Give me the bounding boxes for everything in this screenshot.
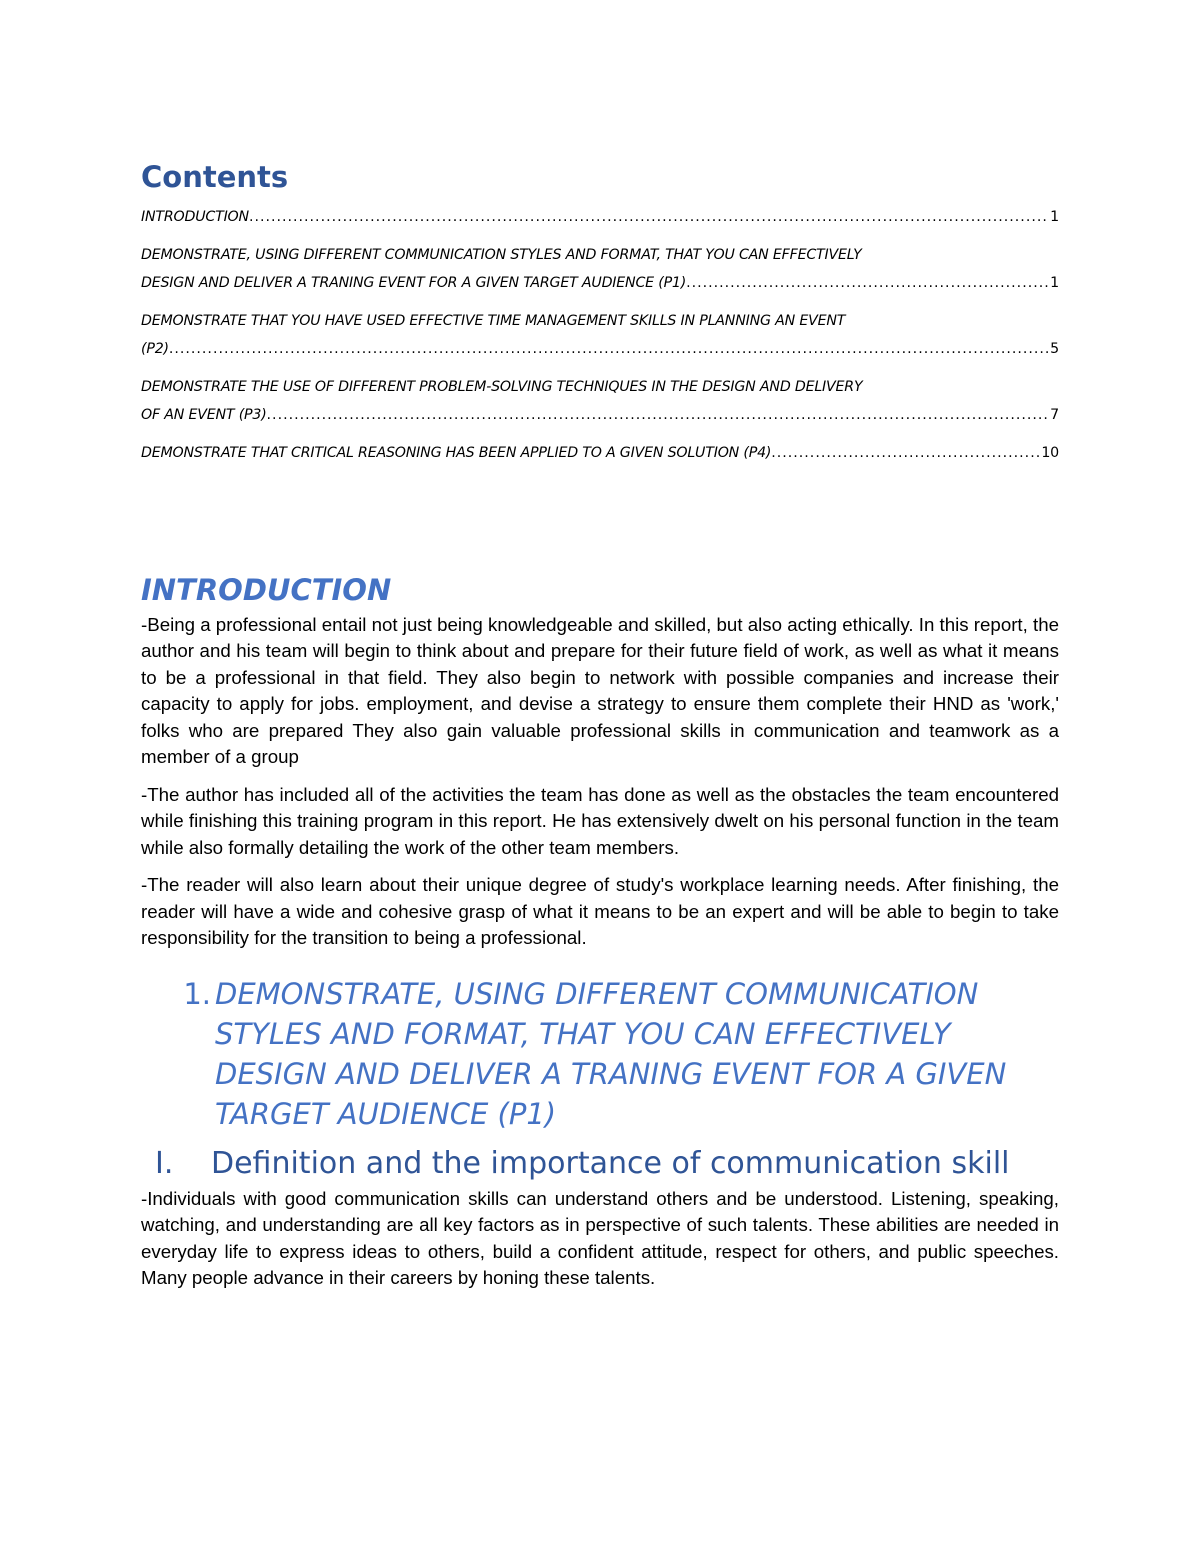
introduction-paragraph: -The author has included all of the activities the team has done as well as the obstacles the team encountered while finishing this training program in this report. He has extensively dwelt on his personal function in the team while also formally detailing the work of the other team members. xyxy=(141,783,1059,858)
subsection-number: I. xyxy=(155,1145,174,1181)
toc-leader-dots xyxy=(771,439,1039,467)
document-page xyxy=(141,160,1059,1303)
toc-entry-text: DESIGN AND DELIVER A TRANING EVENT FOR A GIVEN TARGET AUDIENCE (P1) xyxy=(141,274,687,291)
section-1-heading xyxy=(141,974,1059,1134)
toc-entry-text: DEMONSTRATE THAT YOU HAVE USED EFFECTIVE TIME MANAGEMENT SKILLS IN PLANNING AN EVENT xyxy=(141,312,846,329)
toc-entry-p2[interactable] xyxy=(141,307,1059,363)
subsection-i-heading xyxy=(141,1144,1059,1184)
subsection-paragraph: -Individuals with good communication skills can understand others and be understood. Listening, speaking, watching, and understanding are all key factors as in perspective of such talents. These abilities are needed in everyday life to express ideas to others, build a confident attitude, respect for others, and public speeches. Many people advance in their careers by honing these talents. xyxy=(141,1187,1059,1289)
section-number: 1. xyxy=(183,976,211,1011)
toc-page-number: 10 xyxy=(1041,444,1059,461)
toc-page-number: 7 xyxy=(1050,406,1059,423)
toc-entry-p4[interactable] xyxy=(141,439,1059,467)
toc-entry-text: DEMONSTRATE, USING DIFFERENT COMMUNICATION STYLES AND FORMAT, THAT YOU CAN EFFECTIVELY xyxy=(141,246,862,263)
toc-entry-p3[interactable] xyxy=(141,373,1059,429)
toc-entry-introduction[interactable] xyxy=(141,203,1059,231)
toc-entry-text: OF AN EVENT (P3) xyxy=(141,406,267,423)
toc-entry-text: DEMONSTRATE THE USE OF DIFFERENT PROBLEM-SOLVING TECHNIQUES IN THE DESIGN AND DELIVERY xyxy=(141,378,863,395)
section-title: DEMONSTRATE, USING DIFFERENT COMMUNICATION STYLES AND FORMAT, THAT YOU CAN EFFECTIVELY DESIGN AND DELIVER A TRANING EVENT FOR A GIVEN TARGET AUDIENCE (P1) xyxy=(215,976,1007,1131)
toc-title: Contents xyxy=(141,160,289,194)
toc-entry-text: INTRODUCTION xyxy=(141,208,249,225)
toc-leader-dots xyxy=(267,401,1049,429)
toc-entry-p1[interactable] xyxy=(141,241,1059,297)
introduction-paragraph: -Being a professional entail not just being knowledgeable and skilled, but also acting ethically. In this report, the author and his team will begin to think about and prepare for their future field of work, as well as what it means to be a professional in that field. They also begin to network with possible companies and increase their capacity to apply for jobs. employment, and devise a strategy to ensure them complete their HND as 'work,' folks who are prepared They also gain valuable professional skills in communication and teamwork as a member of a group xyxy=(141,613,1059,768)
toc-page-number: 5 xyxy=(1050,340,1059,357)
table-of-contents xyxy=(141,203,1059,467)
toc-leader-dots xyxy=(169,335,1048,363)
introduction-heading: INTRODUCTION xyxy=(141,572,392,607)
toc-entry-text: (P2) xyxy=(141,340,169,357)
toc-leader-dots xyxy=(249,203,1048,231)
introduction-paragraph: -The reader will also learn about their unique degree of study's workplace learning needs. After finishing, the reader will have a wide and cohesive grasp of what it means to be an expert and will be able to begin to take responsibility for the transition to being a professional. xyxy=(141,874,1059,949)
toc-leader-dots xyxy=(686,269,1048,297)
subsection-title: Definition and the importance of communication skill xyxy=(211,1145,1010,1181)
toc-page-number: 1 xyxy=(1050,208,1059,225)
toc-page-number: 1 xyxy=(1050,274,1059,291)
toc-entry-text: DEMONSTRATE THAT CRITICAL REASONING HAS BEEN APPLIED TO A GIVEN SOLUTION (P4) xyxy=(141,444,772,461)
